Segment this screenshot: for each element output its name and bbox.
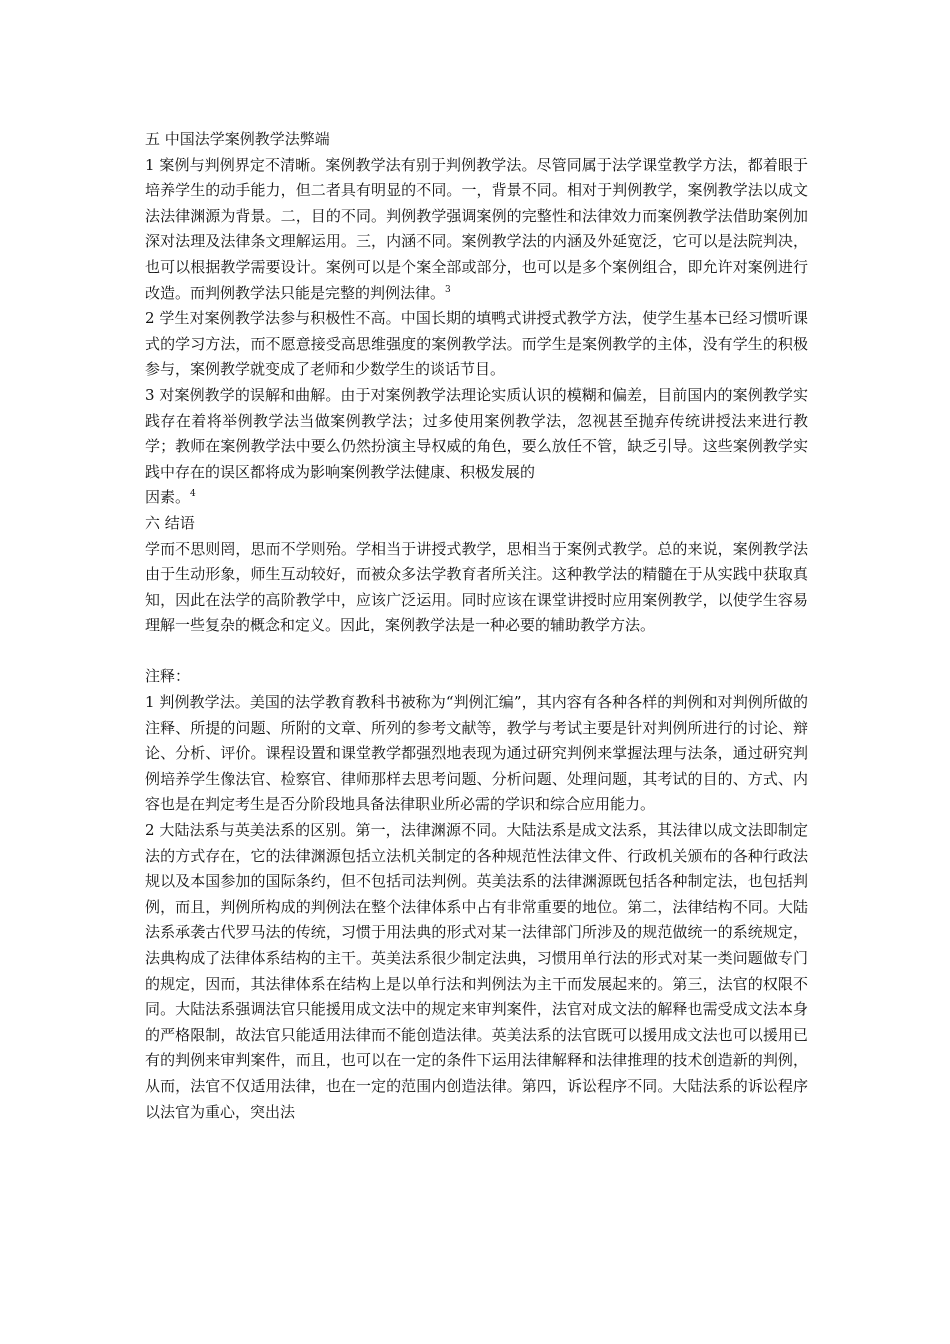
section-5-paragraph-1 [145, 153, 808, 307]
notes-heading: 注释： [145, 667, 191, 686]
footnote-ref: 3 [445, 284, 451, 295]
section-6-paragraph-1: 学而不思则罔，思而不学则殆。学相当于讲授式教学，思相当于案例式教学。总的来说，案例教学法由于生动形象，师生互动较好，而被众多法学教育者所关注。这种教学法的精髓在于从实践中获取真知，因此在法学的高阶教学中，应该广泛运用。同时应该在课堂讲授时应用案例教学，以使学生容易理解一些复杂的概念和定义。因此，案例教学法是一种必要的辅助教学方法。 [145, 539, 808, 635]
paragraph-text: 因素。 [145, 488, 191, 507]
note-2: 2 大陆法系与英美法系的区别。第一，法律渊源不同。大陆法系是成文法系，其法律以成文法即制定法的方式存在，它的法律渊源包括立法机关制定的各种规范性法律文件、行政机关颁布的各种行政法规以及本国参加的国际条约，但不包括司法判例。英美法系的法律渊源既包括各种制定法，也包括判例，而且，判例所构成的判例法在整个法律体系中占有非常重要的地位。第二，法律结构不同。大陆法系承袭古代罗马法的传统，习惯于用法典的形式对某一法律部门所涉及的规范做统一的系统规定，法典构成了法律体系结构的主干。英美法系很少制定法典，习惯用单行法的形式对某一类问题做专门的规定，因而，其法律体系在结构上是以单行法和判例法为主干而发展起来的。第三，法官的权限不同。大陆法系强调法官只能援用成文法中的规定来审判案件，法官对成文法的解释也需受成文法本身的严格限制，故法官只能适用法律而不能创造法律。英美法系的法官既可以援用成文法也可以援用已有的判例来审判案件，而且，也可以在一定的条件下运用法律解释和法律推理的技术创造新的判例，从而，法官不仅适用法律，也在一定的范围内创造法律。第四，诉讼程序不同。大陆法系的诉讼程序以法官为重心，突出法 [145, 821, 808, 1121]
section-5-paragraph-3: 3 对案例教学的误解和曲解。由于对案例教学法理论实质认识的模糊和偏差，目前国内的案例教学实践存在着将举例教学法当做案例教学法；过多使用案例教学法，忽视甚至抛弃传统讲授法来进行教学；教师在案例教学法中要么仍然扮演主导权威的角色，要么放任不管，缺乏引导。这些案例教学实践中存在的误区都将成为影响案例教学法健康、积极发展的 [145, 385, 808, 481]
document-body [145, 127, 808, 1125]
blank-line [145, 639, 808, 665]
note-1: 1 判例教学法。美国的法学教育教科书被称为“判例汇编”，其内容有各种各样的判例和对判例所做的注释、所提的问题、所附的文章、所列的参考文献等，教学与考试主要是针对判例所进行的讨论、辩论、分析、评价。课程设置和课堂教学都强烈地表现为通过研究判例来掌握法理与法条，通过研究判例培养学生像法官、检察官、律师那样去思考问题、分析问题、处理问题，其考试的目的、方式、内容也是在判定考生是否分阶段地具备法律职业所必需的学识和综合应用能力。 [145, 693, 808, 814]
section-5-paragraph-3-cont [145, 485, 808, 511]
footnote-ref: 4 [190, 489, 196, 500]
section-6-heading: 六 结语 [145, 513, 195, 532]
section-5-heading: 五 中国法学案例教学法弊端 [145, 130, 330, 148]
paragraph-text: 1 案例与判例界定不清晰。案例教学法有别于判例教学法。尽管同属于法学课堂教学方法，都着眼于培养学生的动手能力，但二者具有明显的不同。一，背景不同。相对于判例教学，案例教学法以成文法法律渊源为背景。二，目的不同。判例教学强调案例的完整性和法律效力而案例教学法借助案例加深对法理及法律条文理解运用。三，内涵不同。案例教学法的内涵及外延宽泛，它可以是法院判决，也可以根据教学需要设计。案例可以是个案全部或部分，也可以是多个案例组合，即允许对案例进行改造。而判例教学法只能是完整的判例法律。 [145, 155, 808, 302]
section-5-paragraph-2: 2 学生对案例教学法参与积极性不高。中国长期的填鸭式讲授式教学方法，使学生基本已经习惯听课式的学习方法，而不愿意接受高思维强度的案例教学法。而学生是案例教学的主体，没有学生的积极参与，案例教学就变成了老师和少数学生的谈话节目。 [145, 309, 808, 379]
